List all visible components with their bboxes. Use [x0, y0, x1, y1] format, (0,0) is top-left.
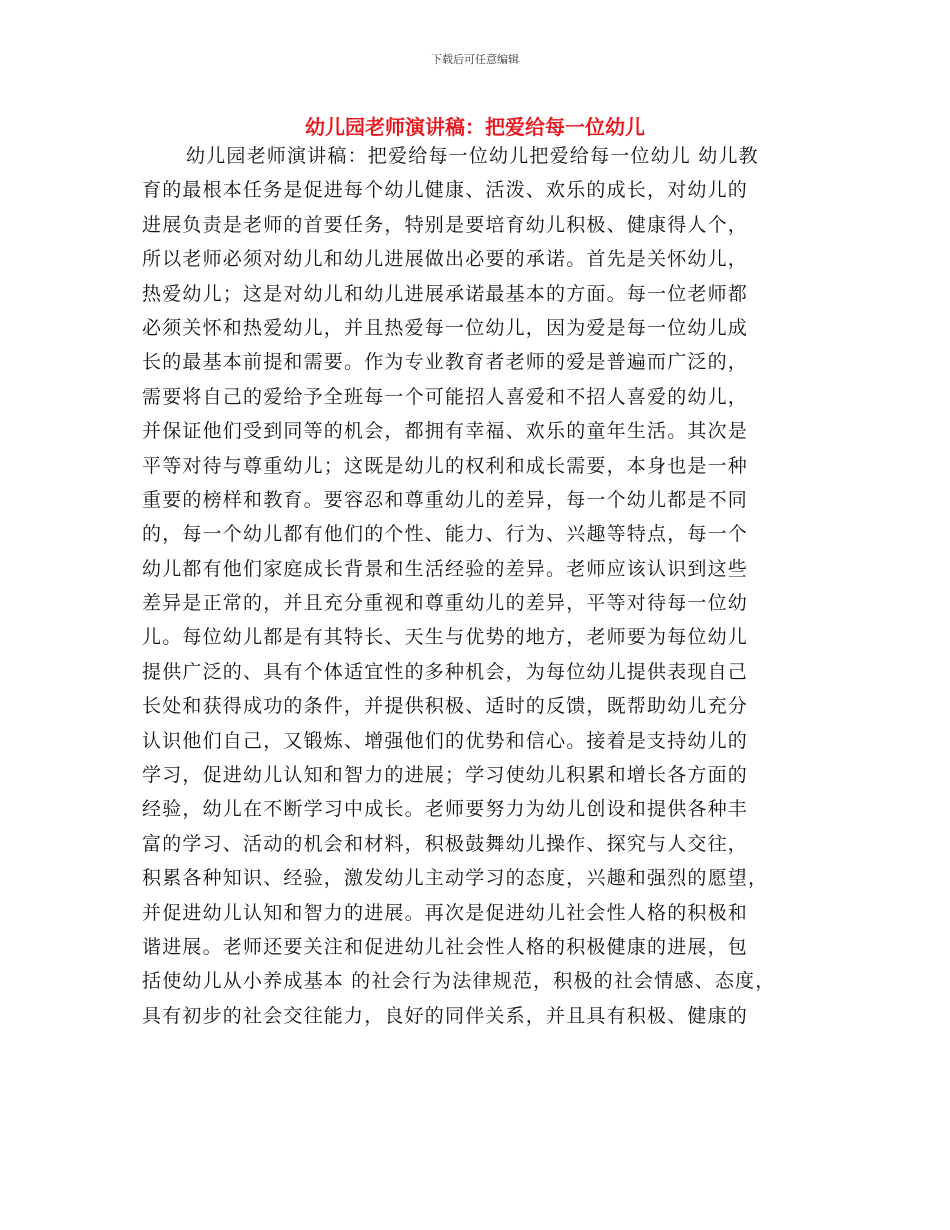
body-line: 括使幼儿从小养成基本 的社会行为法律规范，积极的社会情感、态度，	[142, 970, 776, 993]
document-title: 幼儿园老师演讲稿：把爱给每一位幼儿	[305, 115, 645, 139]
body-line: 并保证他们受到同等的机会，都拥有幸福、欢乐的童年生活。其次是	[142, 420, 749, 443]
body-line: 育的最根本任务是促进每个幼儿健康、活泼、欢乐的成长，对幼儿的	[142, 179, 749, 202]
body-line: 热爱幼儿；这是对幼儿和幼儿进展承诺最基本的方面。每一位老师都	[142, 282, 749, 305]
body-line: 重要的榜样和教育。要容忍和尊重幼儿的差异，每一个幼儿都是不同	[142, 488, 749, 511]
body-line: 需要将自己的爱给予全班每一个可能招人喜爱和不招人喜爱的幼儿，	[142, 385, 749, 408]
body-line: 积累各种知识、经验，激发幼儿主动学习的态度，兴趣和强烈的愿望，	[142, 867, 769, 890]
body-line: 幼儿园老师演讲稿：把爱给每一位幼儿把爱给每一位幼儿 幼儿教	[186, 145, 759, 167]
body-line: 差异是正常的，并且充分重视和尊重幼儿的差异，平等对待每一位幼	[142, 592, 749, 615]
body-line: 具有初步的社会交往能力，良好的同伴关系，并且具有积极、健康的	[142, 1004, 749, 1027]
body-line: 长的最基本前提和需要。作为专业教育者老师的爱是普遍而广泛的，	[142, 351, 749, 374]
body-line: 所以老师必须对幼儿和幼儿进展做出必要的承诺。首先是关怀幼儿，	[142, 248, 749, 271]
body-line: 进展负责是老师的首要任务，特别是要培育幼儿积极、健康得人个，	[142, 213, 749, 236]
body-line: 富的学习、活动的机会和材料，积极鼓舞幼儿操作、探究与人交往，	[142, 832, 749, 855]
body-line: 谐进展。老师还要关注和促进幼儿社会性人格的积极健康的进展，包	[142, 935, 749, 958]
body-line: 提供广泛的、具有个体适宜性的多种机会，为每位幼儿提供表现自己	[142, 660, 749, 683]
body-line: 经验，幼儿在不断学习中成长。老师要努力为幼儿创设和提供各种丰	[142, 798, 749, 821]
body-line: 认识他们自己，又锻炼、增强他们的优势和信心。接着是支持幼儿的	[142, 729, 749, 752]
body-line: 长处和获得成功的条件，并提供积极、适时的反馈，既帮助幼儿充分	[142, 695, 749, 718]
body-line: 儿。每位幼儿都是有其特长、天生与优势的地方，老师要为每位幼儿	[142, 626, 749, 649]
body-line: 必须关怀和热爱幼儿，并且热爱每一位幼儿，因为爱是每一位幼儿成	[142, 316, 749, 339]
document-body	[142, 139, 822, 1033]
body-line: 幼儿都有他们家庭成长背景和生活经验的差异。老师应该认识到这些	[142, 557, 749, 580]
page-header-note: 下载后可任意编辑	[431, 53, 519, 66]
body-line: 学习，促进幼儿认知和智力的进展；学习使幼儿积累和增长各方面的	[142, 764, 749, 787]
body-line: 平等对待与尊重幼儿；这既是幼儿的权利和成长需要，本身也是一种	[142, 454, 749, 477]
body-line: 的，每一个幼儿都有他们的个性、能力、行为、兴趣等特点，每一个	[142, 523, 749, 546]
body-line: 并促进幼儿认知和智力的进展。再次是促进幼儿社会性人格的积极和	[142, 901, 749, 924]
